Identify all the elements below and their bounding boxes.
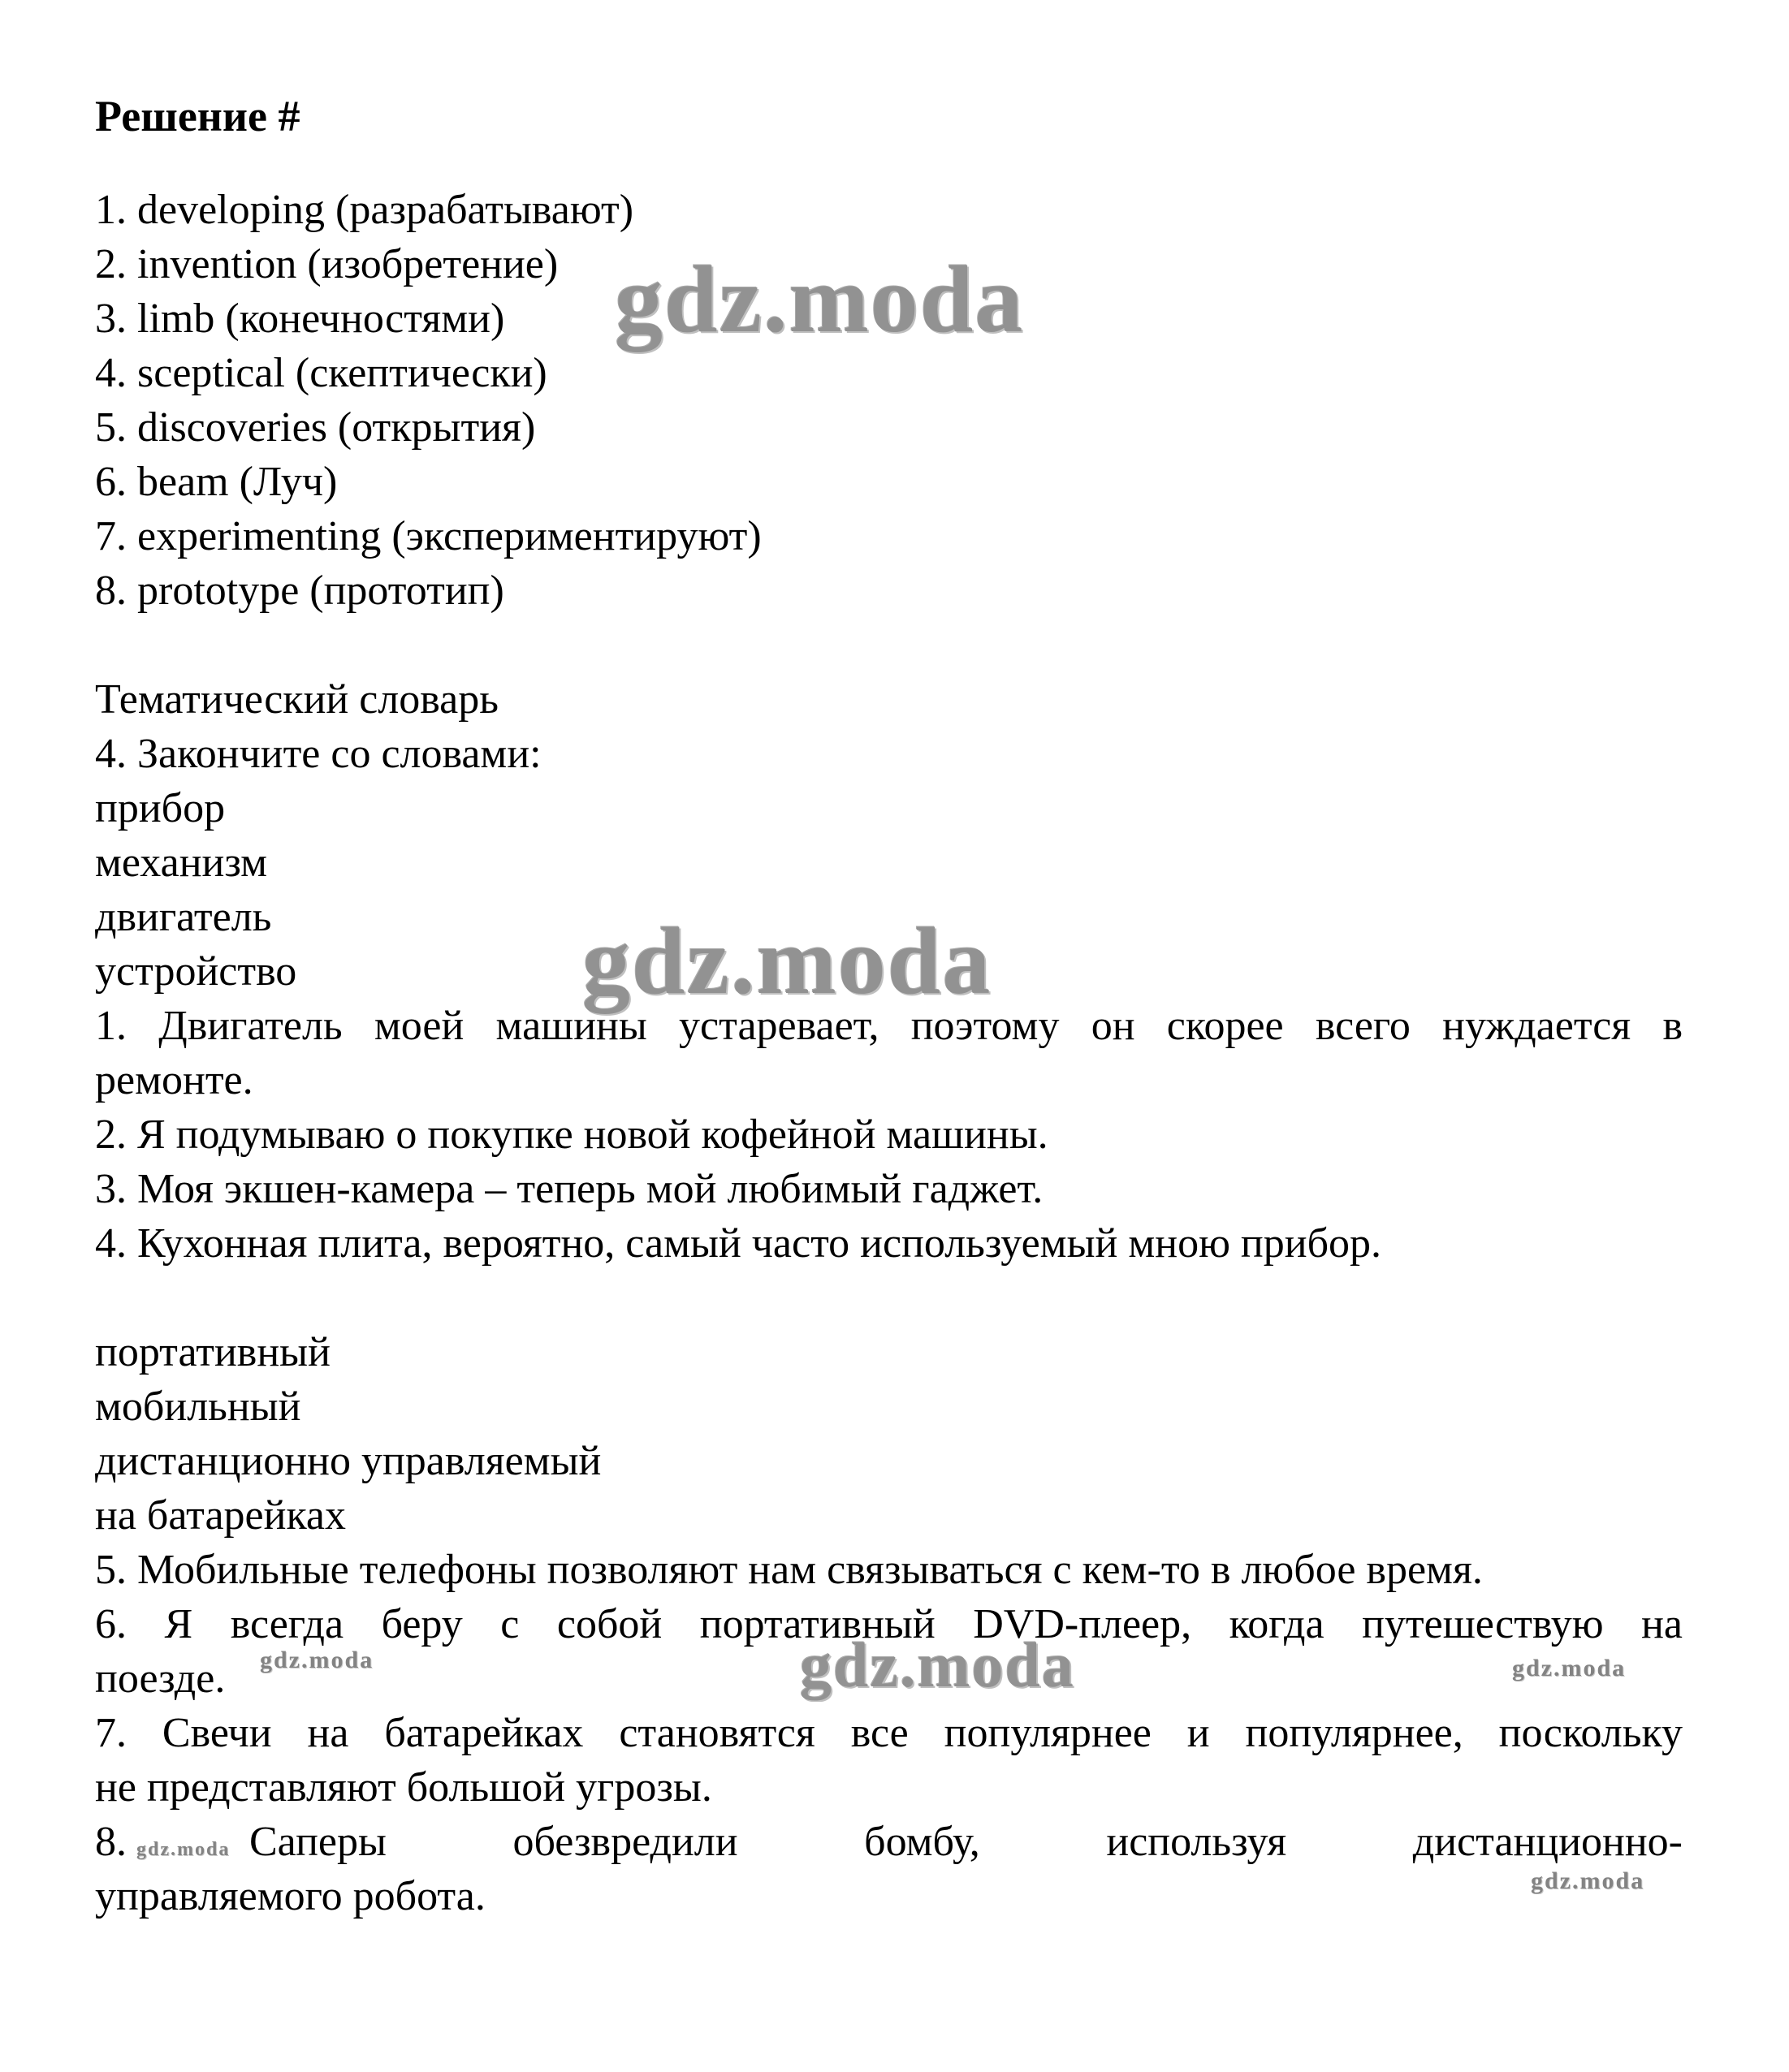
sentence-7-line-1: 7. Свечи на батарейках становятся все популярнее и популярнее, поскольку <box>95 1710 1683 1756</box>
sentence-8-line-1 <box>95 1815 1683 1869</box>
watermark: gdz.moda <box>582 908 992 1014</box>
word-item: дистанционно управляемый <box>95 1438 602 1484</box>
word-item: устройство <box>95 948 297 995</box>
watermark: gdz.moda <box>800 1630 1075 1700</box>
thematic-vocabulary-section <box>95 672 1683 1271</box>
list-item: 4. sceptical (скептически) <box>95 350 547 396</box>
word-item: двигатель <box>95 894 272 940</box>
page-title: Решение # <box>95 92 300 140</box>
sentence-8-number: 8. <box>95 1819 127 1865</box>
word-item: на батарейках <box>95 1492 347 1539</box>
sentence-8-line-2: управляемого робота. <box>95 1873 486 1919</box>
watermark: gdz.moda <box>1512 1655 1627 1681</box>
watermark: gdz.moda <box>260 1647 374 1673</box>
section-title: Тематический словарь <box>95 676 499 723</box>
sentence-6-line-1: 6. Я всегда беру с собой портативный DVD-плеер, когда путешествую на <box>95 1601 1683 1647</box>
sentence-5: 5. Мобильные телефоны позволяют нам связываться с кем-то в любое время. <box>95 1547 1483 1593</box>
sentence-1-line-2: ремонте. <box>95 1057 253 1103</box>
sentence-8-text: Саперы обезвредили бомбу, используя дистанционно- <box>249 1819 1683 1865</box>
sentence-2: 2. Я подумываю о покупке новой кофейной машины. <box>95 1112 1048 1158</box>
list-item: 6. beam (Луч) <box>95 459 338 505</box>
list-item: 3. limb (конечностями) <box>95 296 505 342</box>
answers-list <box>95 183 1683 618</box>
word-item: мобильный <box>95 1383 301 1430</box>
adjectives-section <box>95 1325 1683 1923</box>
watermark: gdz.moda <box>1531 1867 1645 1894</box>
watermark: gdz.moda <box>615 246 1025 352</box>
word-item: прибор <box>95 785 226 831</box>
sentence-3: 3. Моя экшен-камера – теперь мой любимый гаджет. <box>95 1166 1044 1212</box>
word-item: портативный <box>95 1329 331 1375</box>
list-item: 5. discoveries (открытия) <box>95 404 536 451</box>
watermark: gdz.moda <box>136 1839 231 1860</box>
word-item: механизм <box>95 840 268 886</box>
list-item: 8. prototype (прототип) <box>95 568 504 614</box>
sentence-4: 4. Кухонная плита, вероятно, самый часто используемый мною прибор. <box>95 1220 1382 1267</box>
list-item: 7. experimenting (экспериментируют) <box>95 513 762 559</box>
sentence-7-line-2: не представляют большой угрозы. <box>95 1764 712 1811</box>
sentence-6-line-2: поезде. <box>95 1655 226 1702</box>
sentence-1-line-1: 1. Двигатель моей машины устаревает, поэтому он скорее всего нуждается в <box>95 1003 1683 1049</box>
list-item: 1. developing (разрабатывают) <box>95 187 634 233</box>
task-title: 4. Закончите со словами: <box>95 731 542 777</box>
list-item: 2. invention (изобретение) <box>95 241 559 287</box>
